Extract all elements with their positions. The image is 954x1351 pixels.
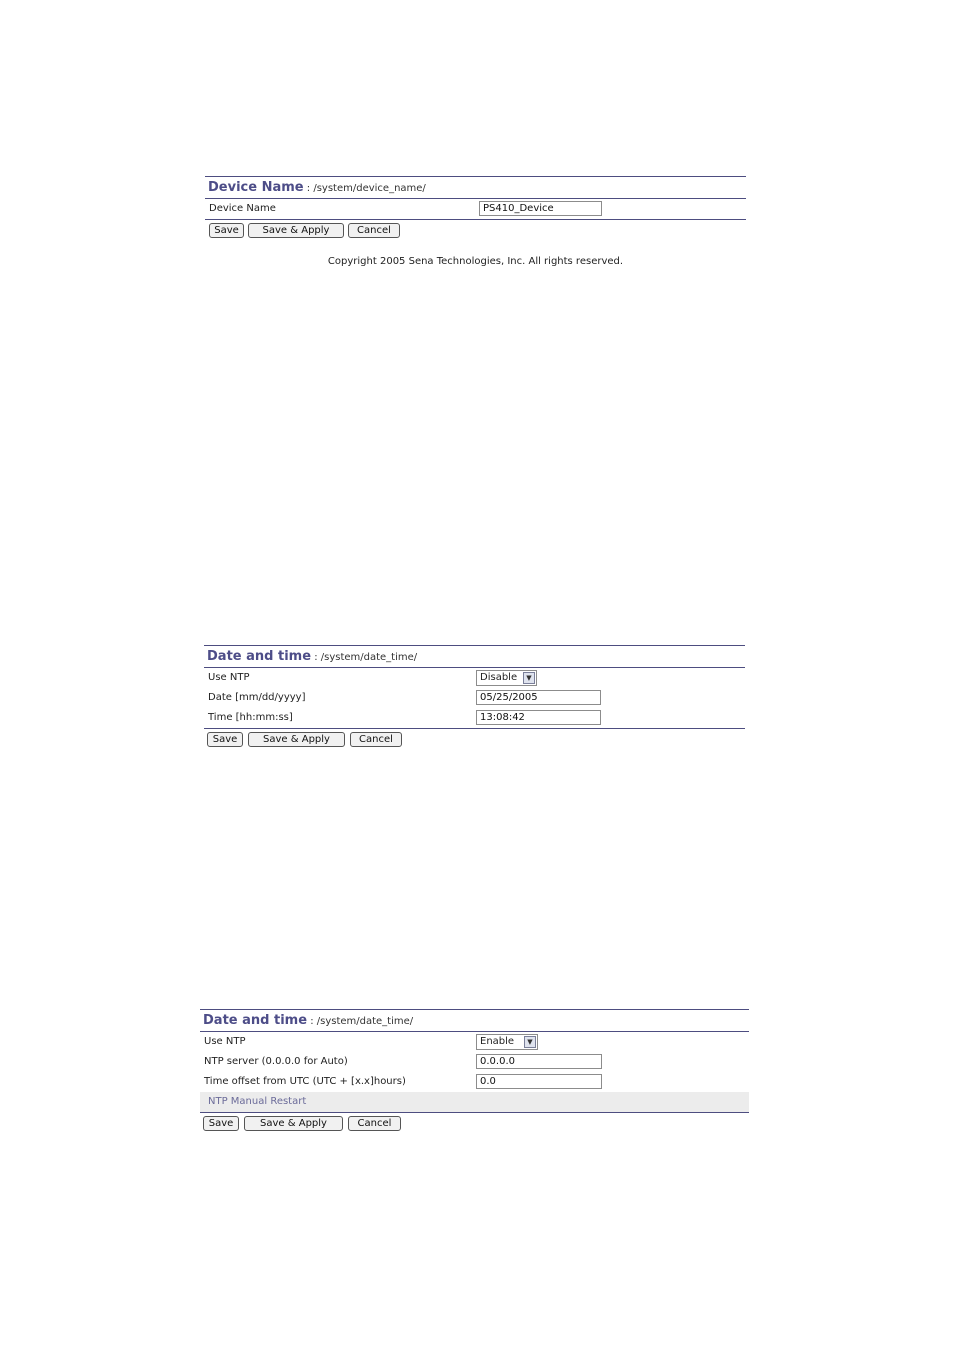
panel-path: : /system/device_name/: [303, 183, 426, 194]
divider: [200, 1112, 749, 1113]
button-bar: [204, 732, 745, 754]
divider: [205, 219, 746, 220]
button-bar: [205, 223, 746, 245]
use-ntp-label: Use NTP: [208, 672, 250, 683]
use-ntp-row: [204, 668, 745, 688]
time-offset-label: Time offset from UTC (UTC + [x.x]hours): [204, 1076, 406, 1087]
ntp-manual-restart-link[interactable]: NTP Manual Restart: [208, 1096, 307, 1107]
button-bar: [200, 1116, 749, 1138]
time-label: Time [hh:mm:ss]: [208, 712, 293, 723]
time-offset-row: [200, 1072, 749, 1092]
device-name-input[interactable]: [479, 201, 602, 216]
panel-path: : /system/date_time/: [307, 1016, 414, 1027]
date-row: [204, 688, 745, 708]
save-apply-button[interactable]: Save & Apply: [248, 223, 344, 238]
device-name-header: [205, 176, 746, 199]
date-time-header: [200, 1009, 749, 1032]
chevron-down-icon[interactable]: ▼: [523, 672, 535, 684]
device-name-row: [205, 199, 746, 219]
time-input[interactable]: [476, 710, 601, 725]
use-ntp-value: Disable: [480, 672, 518, 683]
date-label: Date [mm/dd/yyyy]: [208, 692, 306, 703]
cancel-button[interactable]: Cancel: [350, 732, 402, 747]
save-button[interactable]: Save: [209, 223, 244, 238]
save-button[interactable]: Save: [203, 1116, 239, 1131]
time-offset-input[interactable]: [476, 1074, 602, 1089]
date-time-panel-enabled: [200, 1009, 749, 1138]
ntp-server-label: NTP server (0.0.0.0 for Auto): [204, 1056, 348, 1067]
save-apply-button[interactable]: Save & Apply: [244, 1116, 343, 1131]
ntp-manual-restart-row: [200, 1092, 749, 1112]
date-input[interactable]: [476, 690, 601, 705]
divider: [204, 728, 745, 729]
panel-title: Device Name : /system/device_name/: [208, 180, 426, 195]
cancel-button[interactable]: Cancel: [348, 223, 400, 238]
use-ntp-label: Use NTP: [204, 1036, 246, 1047]
cancel-button[interactable]: Cancel: [348, 1116, 401, 1131]
chevron-down-icon[interactable]: ▼: [524, 1036, 536, 1048]
save-apply-button[interactable]: Save & Apply: [248, 732, 345, 747]
date-time-header: [204, 645, 745, 668]
save-button[interactable]: Save: [207, 732, 243, 747]
panel-path: : /system/date_time/: [311, 652, 418, 663]
ntp-server-row: [200, 1052, 749, 1072]
use-ntp-value: Enable: [480, 1036, 515, 1047]
date-time-panel-disabled: [204, 645, 745, 754]
use-ntp-row: [200, 1032, 749, 1052]
use-ntp-select[interactable]: [476, 670, 537, 686]
device-name-label: Device Name: [209, 203, 276, 214]
device-name-panel: [205, 176, 746, 272]
ntp-server-input[interactable]: [476, 1054, 602, 1069]
time-row: [204, 708, 745, 728]
panel-title: Date and time : /system/date_time/: [203, 1013, 414, 1028]
copyright-text: Copyright 2005 Sena Technologies, Inc. All rights reserved.: [327, 256, 624, 267]
panel-title: Date and time : /system/date_time/: [207, 649, 418, 664]
use-ntp-select[interactable]: [476, 1034, 538, 1050]
